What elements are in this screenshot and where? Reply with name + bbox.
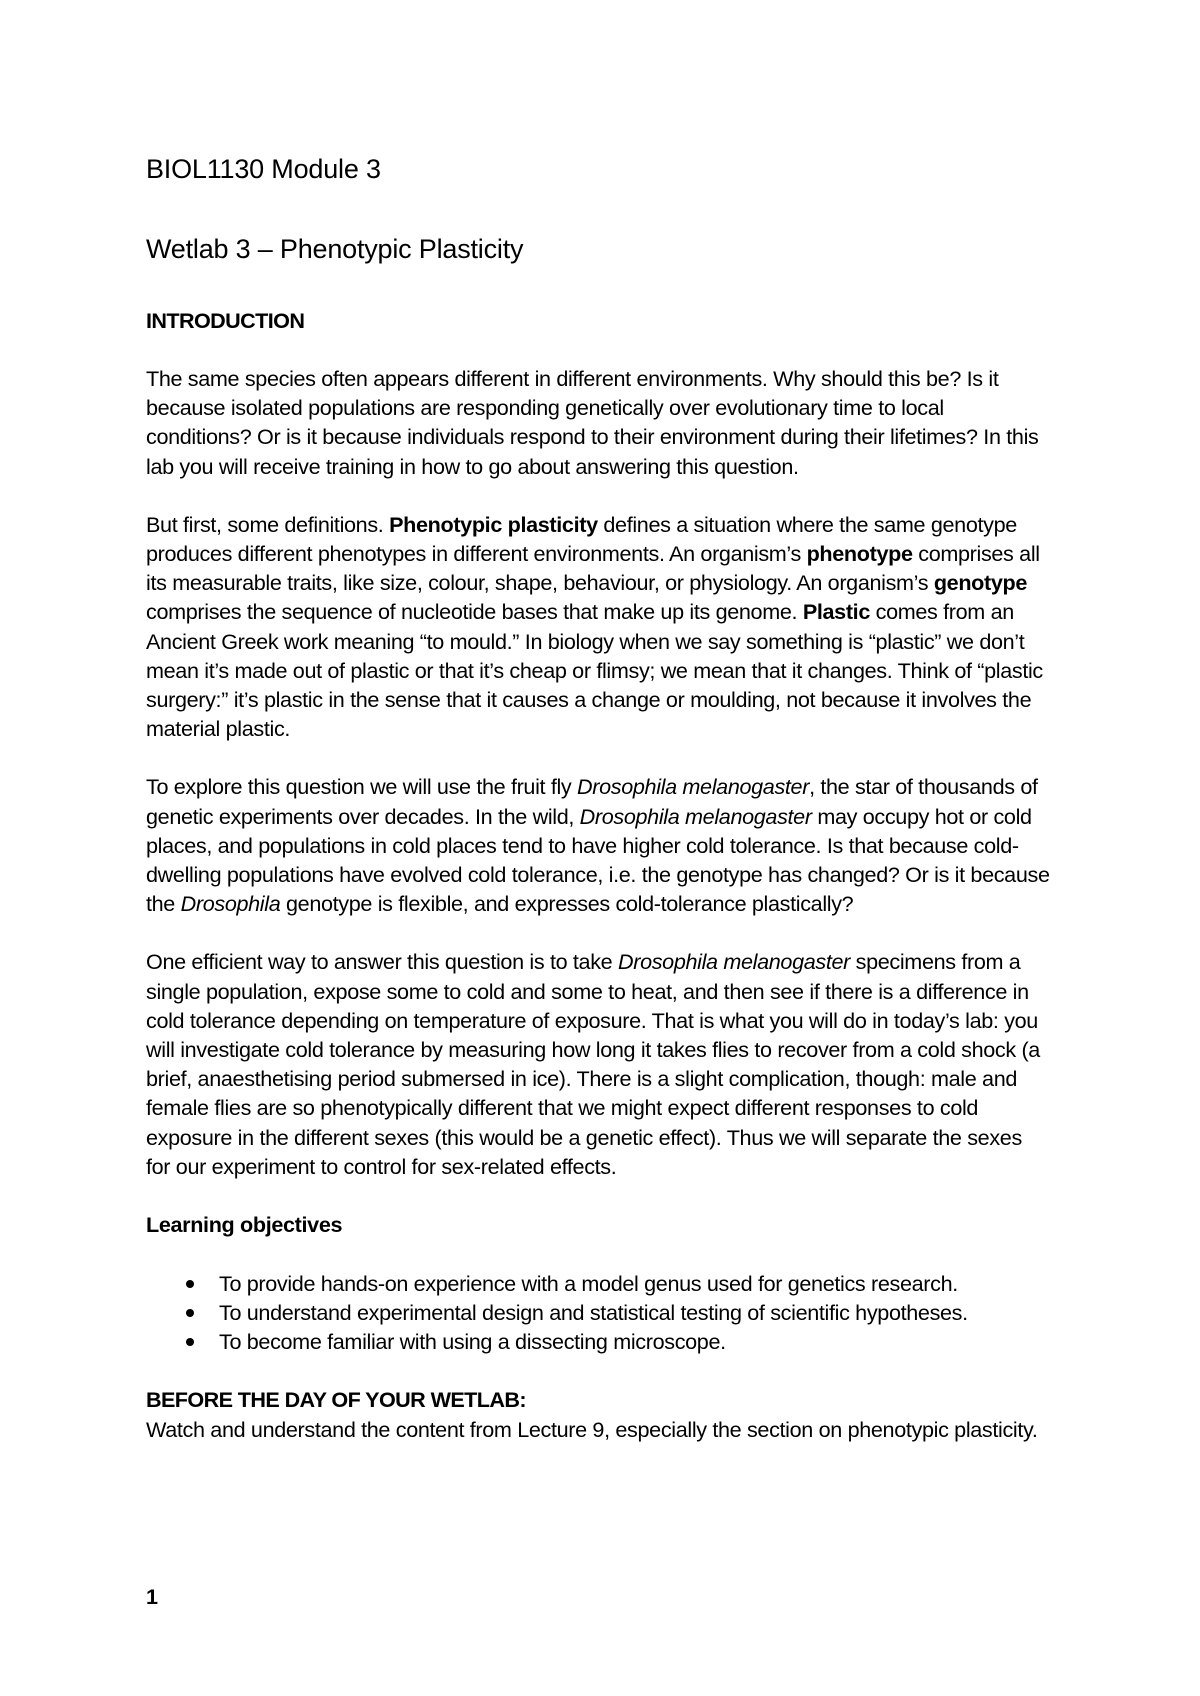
term-phenotypic-plasticity: Phenotypic plasticity bbox=[389, 511, 598, 537]
text-run: defines a situation where the same genotype produces different phenotypes in different environments. An organism’s bbox=[146, 511, 1017, 567]
intro-paragraph-definitions bbox=[146, 510, 1051, 744]
learning-objectives-heading: Learning objectives bbox=[146, 1212, 343, 1238]
document-body bbox=[146, 152, 1051, 1444]
bullet-icon bbox=[186, 1280, 194, 1288]
text-run: comes from an Ancient Greek work meaning “to mould.” In biology when we say something is “plastic” we don’t mean it’s made out of plastic or that it’s cheap or flimsy; we mean that it changes. Think of “plastic surgery:” it’s plastic in the sense that it causes a change or moulding, not because it involves the material plastic. bbox=[146, 599, 1043, 742]
list-item bbox=[146, 1269, 1051, 1298]
text-run: To explore this question we will use the fruit fly bbox=[146, 774, 578, 800]
list-item-text: To understand experimental design and statistical testing of scientific hypotheses. bbox=[219, 1300, 968, 1326]
species-name: Drosophila melanogaster bbox=[577, 774, 810, 800]
introduction-heading: INTRODUCTION bbox=[146, 308, 305, 333]
term-phenotype: phenotype bbox=[806, 541, 913, 567]
genus-name: Drosophila bbox=[180, 891, 281, 917]
intro-paragraph-method bbox=[146, 947, 1051, 1181]
text-run: specimens from a single population, expose some to cold and some to heat, and then see if there is a difference in cold tolerance depending on temperature of exposure. That is what you will do in today’s lab: you will investigate cold tolerance by measuring how long it takes flies to recover from a cold shock (a brief, anaesthetising period submersed in ice). There is a slight complication, though: male and female flies are so phenotypically different that we might expect different responses to cold exposure in the different sexes (this would be a genetic effect). Thus we will separate the sexes for our experiment to control for sex-related effects. bbox=[146, 949, 1040, 1179]
text-run: One efficient way to answer this question is to take bbox=[146, 949, 618, 975]
list-item-text: To provide hands-on experience with a model genus used for genetics research. bbox=[219, 1271, 958, 1297]
list-item bbox=[146, 1327, 1051, 1356]
before-wetlab-text: Watch and understand the content from Lecture 9, especially the section on phenotypic plasticity. bbox=[146, 1416, 1038, 1442]
learning-objectives-list bbox=[146, 1269, 1051, 1357]
bullet-icon bbox=[186, 1309, 194, 1317]
text-run: comprises the sequence of nucleotide bases that make up its genome. bbox=[146, 599, 803, 625]
text-run: But first, some definitions. bbox=[146, 511, 390, 537]
text-run: may occupy hot or cold places, and populations in cold places tend to have higher cold tolerance. Is that because cold-dwelling populations have evolved cold tolerance, i.e. the genotype has changed? Or is it because the bbox=[146, 803, 1050, 917]
intro-paragraph-1: The same species often appears different in different environments. Why should this be? Is it because isolated populations are responding genetically over evolutionary time to local conditions? Or is it because individuals respond to their environment during their lifetimes? In this lab you will receive training in how to go about answering this question. bbox=[146, 366, 1039, 479]
page-number: 1 bbox=[146, 1584, 159, 1609]
module-title: BIOL1130 Module 3 bbox=[146, 154, 381, 184]
text-run: , the star of thousands of genetic experiments over decades. In the wild, bbox=[146, 774, 1038, 829]
text-run: genotype is flexible, and expresses cold-tolerance plastically? bbox=[280, 891, 854, 917]
species-name: Drosophila melanogaster bbox=[579, 803, 812, 829]
text-run: comprises all its measurable traits, like size, colour, shape, behaviour, or physiology. An organism’s bbox=[146, 541, 1040, 596]
intro-paragraph-drosophila bbox=[146, 772, 1051, 918]
term-genotype: genotype bbox=[933, 570, 1028, 596]
bullet-icon bbox=[186, 1338, 194, 1346]
list-item-text: To become familiar with using a dissecting microscope. bbox=[219, 1329, 726, 1355]
lab-title: Wetlab 3 – Phenotypic Plasticity bbox=[146, 234, 524, 264]
before-wetlab-heading: BEFORE THE DAY OF YOUR WETLAB: bbox=[146, 1386, 526, 1412]
species-name: Drosophila melanogaster bbox=[617, 949, 850, 975]
list-item bbox=[146, 1298, 1051, 1327]
term-plastic: Plastic bbox=[802, 599, 870, 625]
